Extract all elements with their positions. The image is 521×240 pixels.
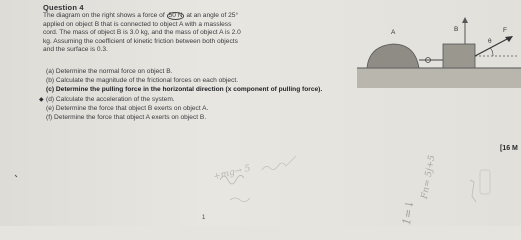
page-number: 1 [202, 215, 206, 221]
part-c: (c) Determine the pulling force in the horizontal direction (x component of pulling force). [46, 86, 323, 94]
surface-shape [357, 68, 521, 88]
diagram-drawing [355, 0, 521, 95]
intro-line-4: kg. Assuming the coefficient of kinetic friction between both objects [43, 37, 238, 45]
normal-force-arrowhead-icon [462, 17, 468, 23]
question-title: Question 4 [43, 3, 84, 12]
intro-line-3: cord. The mass of object B is 3.0 kg, and the mass of object A is 2.0 [43, 29, 241, 37]
scribble-3 [230, 198, 250, 202]
handwriting-note-2: Fn= 5j+5 [420, 154, 438, 200]
part-f: (f) Determine the force that object A exerts on object B. [46, 114, 207, 122]
scribble-4 [470, 180, 476, 202]
intro-line-1: The diagram on the right shows a force of 50 N at an angle of 25° [43, 12, 239, 19]
part-b: (b) Calculate the magnitude of the frictional forces on each object. [46, 77, 239, 85]
question-parts [46, 67, 322, 122]
bullet-marker-icon: ◆ [39, 97, 44, 103]
part-d: (d) Calculate the acceleration of the system. [46, 95, 175, 103]
question-intro [43, 12, 343, 55]
marks-label: [16 M [500, 145, 518, 152]
label-force: F [503, 27, 507, 34]
part-e: (e) Determine the force that object B exerts on object A. [46, 104, 209, 112]
intro-line-2: applied on object B that is connected to object A with a massless [43, 20, 232, 28]
force-arrow-line [475, 38, 509, 56]
angle-arc [490, 48, 493, 56]
stray-mark [15, 175, 17, 177]
part-a: (a) Determine the normal force on object B. [46, 68, 173, 75]
handwriting-note-3: 1=↓ [400, 198, 417, 226]
object-b-shape [443, 44, 475, 68]
handwriting-note-1: +mg→ 5 [212, 163, 252, 183]
label-b: B [454, 26, 459, 33]
scribble-2 [262, 156, 296, 170]
label-angle: θ [488, 38, 492, 45]
label-a: A [391, 29, 396, 36]
intro-line-5: and the surface is 0.3. [43, 46, 108, 54]
object-a-shape [367, 44, 419, 68]
scribble-box [480, 170, 490, 194]
force-diagram [355, 0, 521, 95]
force-value: 50 N [168, 12, 183, 19]
